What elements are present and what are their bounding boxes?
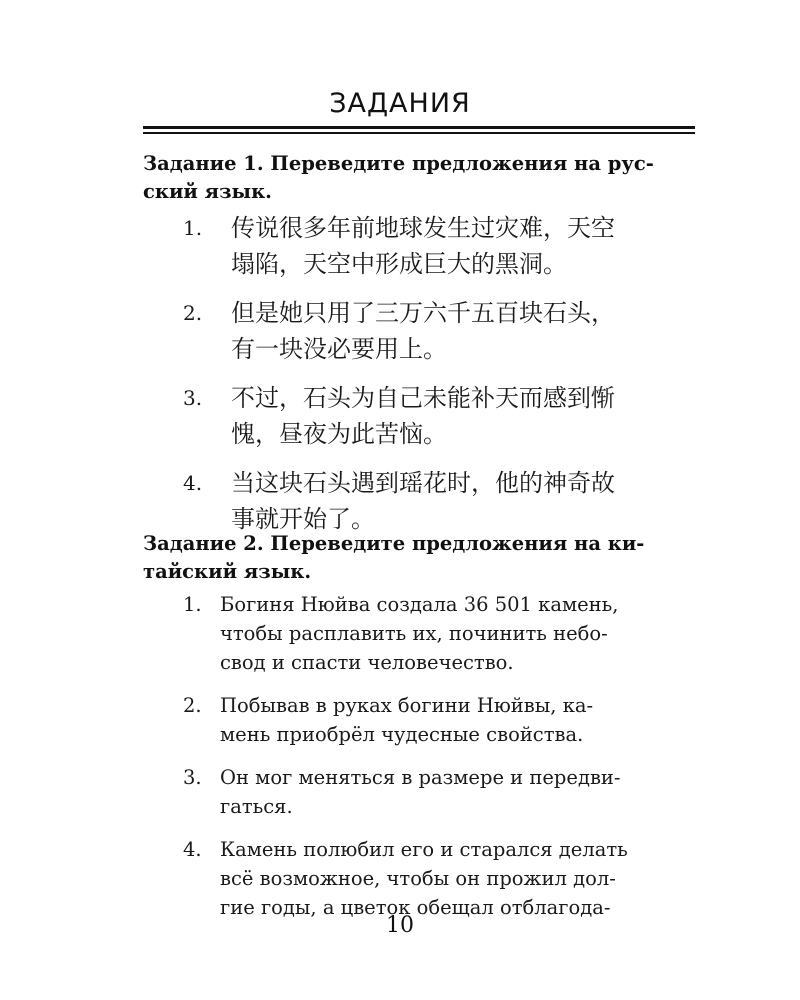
task-1-heading-line: ский язык.	[143, 180, 272, 203]
sentence-line: свод и спасти человечество.	[220, 651, 514, 674]
task-2-item-2	[183, 691, 703, 749]
item-number: 3.	[183, 766, 202, 789]
item-number: 1.	[183, 216, 203, 240]
title-rule-thick	[143, 126, 695, 129]
page-title: ЗАДАНИЯ	[329, 88, 471, 119]
task-1-item-2	[183, 295, 703, 367]
item-number: 3.	[183, 386, 203, 410]
title-rule-thin	[143, 132, 695, 134]
item-number: 2.	[183, 694, 202, 717]
sentence-line: всё возможное, чтобы он прожил дол-	[220, 867, 616, 890]
sentence-line: гие годы, а цветок обещал отблагода-	[220, 896, 611, 919]
item-number: 1.	[183, 593, 202, 616]
sentence-line: Он мог меняться в размере и передви-	[220, 766, 621, 789]
sentence-line: Богиня Нюйва создала 36 501 камень,	[220, 593, 619, 616]
sentence-line: 传说很多年前地球发生过灾难，天空	[231, 214, 615, 242]
task-2-sentence-list	[183, 590, 703, 936]
sentence-line: 但是她只用了三万六千五百块石头，	[231, 299, 615, 327]
sentence-line: гаться.	[220, 795, 293, 818]
sentence-line: 愧，昼夜为此苦恼。	[231, 420, 447, 448]
task-2-heading	[143, 530, 695, 586]
task-1-heading-line: Задание 1. Переведите предложения на рус-	[143, 152, 654, 175]
sentence-line: мень приобрёл чудесные свойства.	[220, 723, 584, 746]
sentence-line: Побывав в руках богини Нюйвы, ка-	[220, 694, 594, 717]
item-number: 4.	[183, 471, 203, 495]
sentence-line: 事就开始了。	[231, 505, 375, 533]
sentence-line: 塌陷，天空中形成巨大的黑洞。	[231, 250, 567, 278]
task-2-item-4	[183, 835, 703, 922]
task-2-item-1	[183, 590, 703, 677]
task-1-heading	[143, 150, 695, 206]
sentence-line: 当这块石头遇到瑶花时，他的神奇故	[231, 469, 615, 497]
sentence-line: чтобы расплавить их, починить небо-	[220, 622, 608, 645]
task-1-item-1	[183, 210, 703, 282]
task-1-sentence-list	[183, 210, 703, 550]
sentence-line: 不过，石头为自己未能补天而感到惭	[231, 384, 615, 412]
task-1-item-4	[183, 465, 703, 537]
task-2-heading-line: Задание 2. Переведите предложения на ки-	[143, 532, 645, 555]
item-number: 2.	[183, 301, 203, 325]
task-2-item-3	[183, 763, 703, 821]
page-number: 10	[386, 913, 414, 938]
task-2-heading-line: тайский язык.	[143, 560, 312, 583]
item-number: 4.	[183, 838, 202, 861]
sentence-line: 有一块没必要用上。	[231, 335, 447, 363]
sentence-line: Камень полюбил его и старался делать	[220, 838, 628, 861]
task-1-item-3	[183, 380, 703, 452]
